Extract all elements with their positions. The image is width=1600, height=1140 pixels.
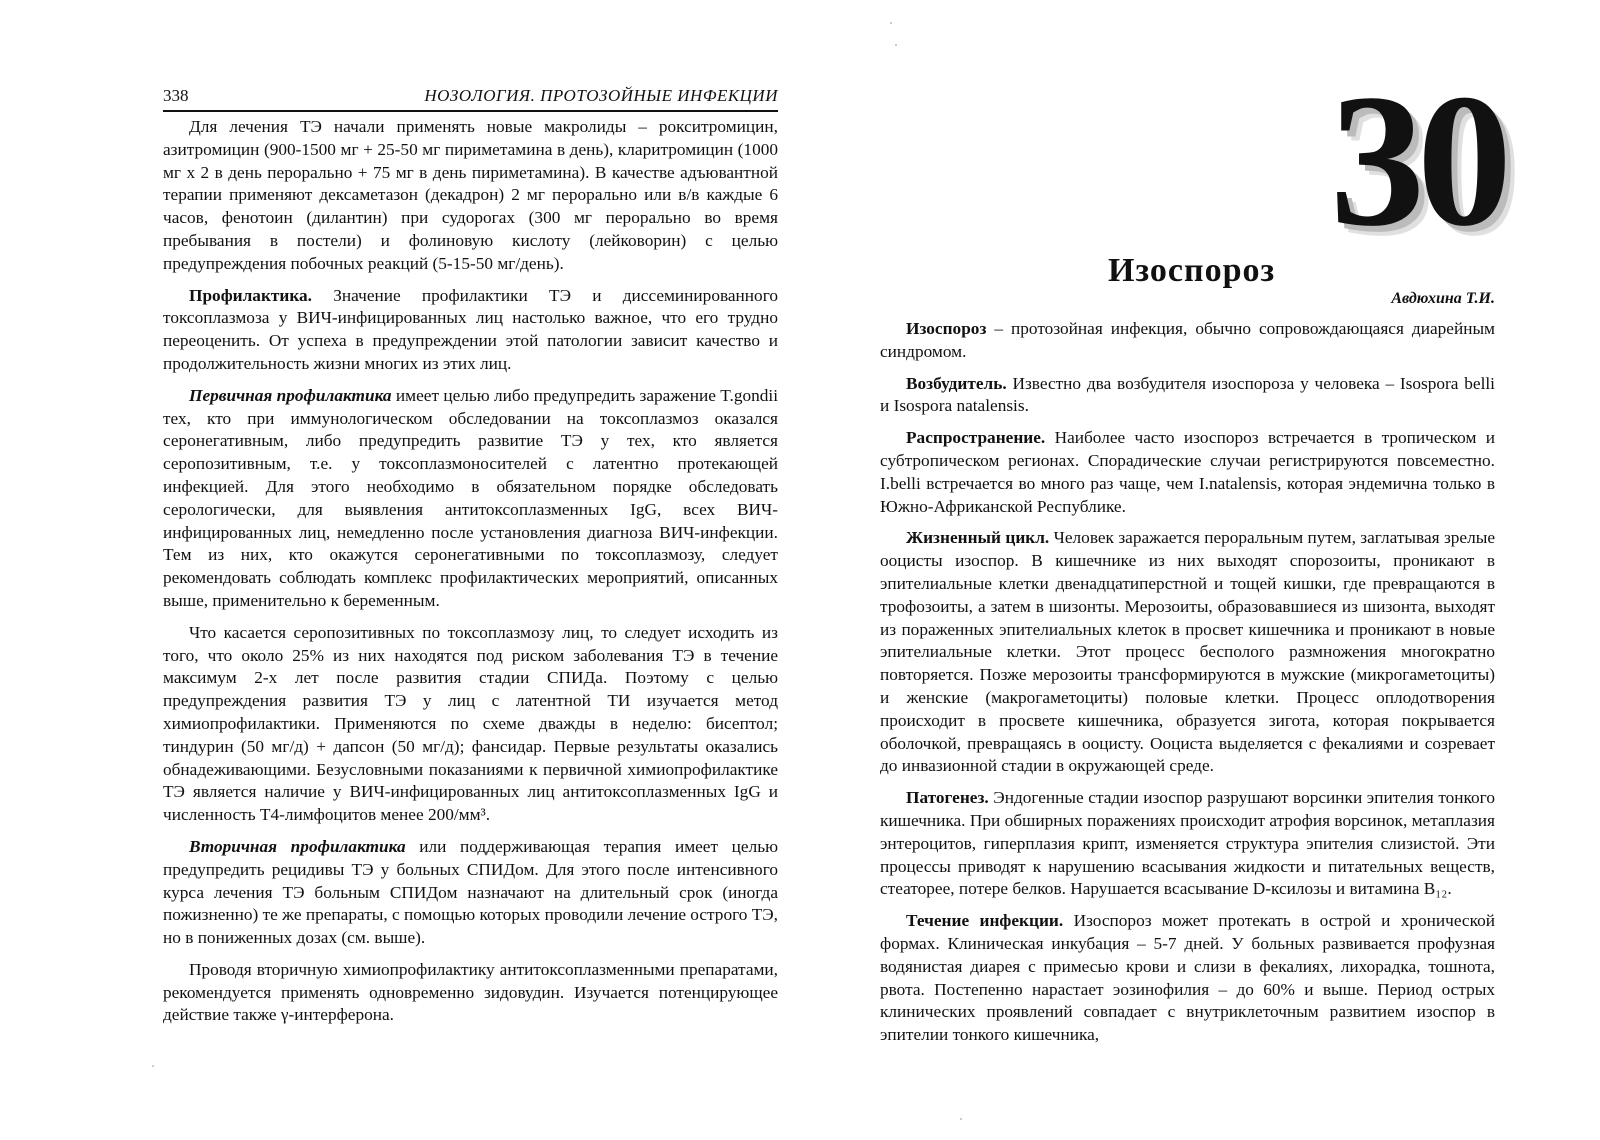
left-text-column — [163, 116, 778, 1036]
paragraph: Для лечения ТЭ начали применять новые макролиды – рокситромицин, азитромицин (900-1500 мг + 25-50 мг пириметамина в день), кларитромицин (1000 мг х 2 в день перорально + 75 мг в день пириметамина). В качестве адъювантной терапии применяют дексаметазон (декадрон) 2 мг перорально или в/в каждые 6 часов, фенотоин (дилантин) при судорогах (300 мг перорально во время пребывания в постели) и фолиновую кислоту (лейковорин) с целью предупреждения побочных реакций (5-15-50 мг/день). — [163, 117, 778, 273]
paragraph: Вторичная профилактика или поддерживающая терапия имеет целью предупредить рецидивы ТЭ у больных СПИДом. Для этого после интенсивного курса лечения ТЭ больным СПИДом назначают на длительный срок (иногда пожизненно) те же препараты, с помощью которых проводили лечение острого ТЭ, но в пониженных дозах (см. выше). — [163, 836, 778, 948]
paragraph: Первичная профилактика имеет целью либо предупредить заражение T.gondii тех, кто при иммунологическом обследовании на токсоплазмоз оказался серонегативным, либо предупредить развитие ТЭ у тех, кто является серопозитивным, т.е. у токсоплазмоносителей с латентно протекающей инфекцией. Для этого необходимо в обязательном порядке обследовать серологически, для выявления антитоксоплазменных IgG, всех ВИЧ-инфицированных лиц, немедленно после установления диагноза ВИЧ-инфекции. Тем из них, кто окажутся серонегативными по токсоплазмозу, следует рекомендовать соблюдать комплекс профилактических мероприятий, описанных выше, применительно к беременным. — [163, 385, 778, 610]
author-name: Авдюхина Т.И. — [1391, 290, 1495, 307]
paragraph: Проводя вторичную химиопрофилактику антитоксоплазменными препаратами, рекомендуется применять одновременно зидовудин. Изучается потенцирующее действие также γ-интерферона. — [163, 959, 778, 1025]
paragraph: Изоспороз – протозойная инфекция, обычно сопровождающаяся диарейным синдромом. — [880, 319, 1495, 361]
paragraph: Жизненный цикл. Человек заражается пероральным путем, заглатывая зрелые ооцисты изоспор. В кишечнике из них выходят спорозоиты, проникают в эпителиальные клетки двенадцатиперстной и тощей кишки, где превращаются в трофозоиты, а затем в шизонты. Мерозоиты, образовавшиеся из шизонта, выходят из пораженных эпителиальных клеток в просвет кишечника и проникают в новые эпителиальные клетки. Этот процесс бесполого размножения многократно повторяется. Позже мерозоиты трансформируются в мужские (микрогаметоциты) и женские (макрогаметоциты) половые клетки. Процесс оплодотворения происходит в просвете кишечника, образуется зигота, которая покрывается оболочкой, превращаясь в ооцисту. Ооциста выделяется с фекалиями и созревает до инвазионной стадии в окружающей среде. — [880, 528, 1496, 776]
chapter-number: 30 — [1330, 56, 1504, 266]
scan-speck — [895, 44, 897, 46]
paragraph: Что касается серопозитивных по токсоплазмозу лиц, то следует исходить из того, что около 25% из них находятся под риском заболевания ТЭ в течение максимум 2-х лет после развития стадии СПИДа. Поэтому с целью предупреждения развития ТЭ у лиц с латентной ТИ изучается метод химиопрофилактики. Применяются по схеме дважды в неделю: бисептол; тиндурин (50 мг/д) + дапсон (50 мг/д); фансидар. Первые результаты оказались обнадеживающими. Безусловными показаниями к первичной химиопрофилактике ТЭ является наличие у ВИЧ-инфицированных лиц антитоксоплазменных IgG и численность Т4-лимфоцитов менее 200/мм³. — [163, 622, 778, 825]
paragraph: Патогенез. Эндогенные стадии изоспор разрушают ворсинки эпителия тонкого кишечника. При обширных поражениях происходит атрофия ворсинок, метаплазия энтероцитов, гиперплазия крипт, изменяется структура эпителия слизистой. Эти процессы приводят к нарушению всасывания жидкости и питательных веществ, стеаторее, потере белков. Нарушается всасывание D-ксилозы и витамина B₁₂. — [880, 788, 1495, 899]
scan-speck — [152, 1065, 154, 1067]
paragraph: Течение инфекции. Изоспороз может протекать в острой и хронической формах. Клиническая инкубация – 5-7 дней. У больных развивается профузная водянистая диарея с примесью крови и слизи в фекалиях, лихорадка, тошнота, рвота. Постепенно нарастает эозинофилия – до 60% и выше. Период острых клинических проявлений совпадает с внутриклеточным развитием изоспор в эпителии тонкого кишечника, — [880, 911, 1496, 1045]
page-number: 338 — [163, 86, 189, 105]
paragraph: Профилактика. Значение профилактики ТЭ и диссеминированного токсоплазмоза у ВИЧ-инфицированных лиц настолько важное, что его трудно переоценить. От успеха в предупреждении этой патологии зависит качество и продолжительность жизни многих из этих лиц. — [163, 285, 778, 373]
running-title: НОЗОЛОГИЯ. ПРОТОЗОЙНЫЕ ИНФЕКЦИИ — [424, 86, 778, 105]
running-head — [163, 86, 778, 112]
paragraph: Возбудитель. Известно два возбудителя изоспороза у человека – Isospora belli и Isospora natalensis. — [880, 373, 1495, 416]
scan-speck — [960, 1118, 962, 1120]
right-text-column — [880, 318, 1495, 1056]
chapter-title: Изоспороз — [1108, 252, 1276, 289]
paragraph: Распространение. Наиболее часто изоспороз встречается в тропическом и субтропическом регионах. Спорадические случаи регистрируются повсеместно. I.belli встречается во много раз чаще, чем I.natalensis, которая эндемична только в Южно-Африканской Республике. — [880, 428, 1495, 516]
scan-speck — [890, 22, 892, 24]
